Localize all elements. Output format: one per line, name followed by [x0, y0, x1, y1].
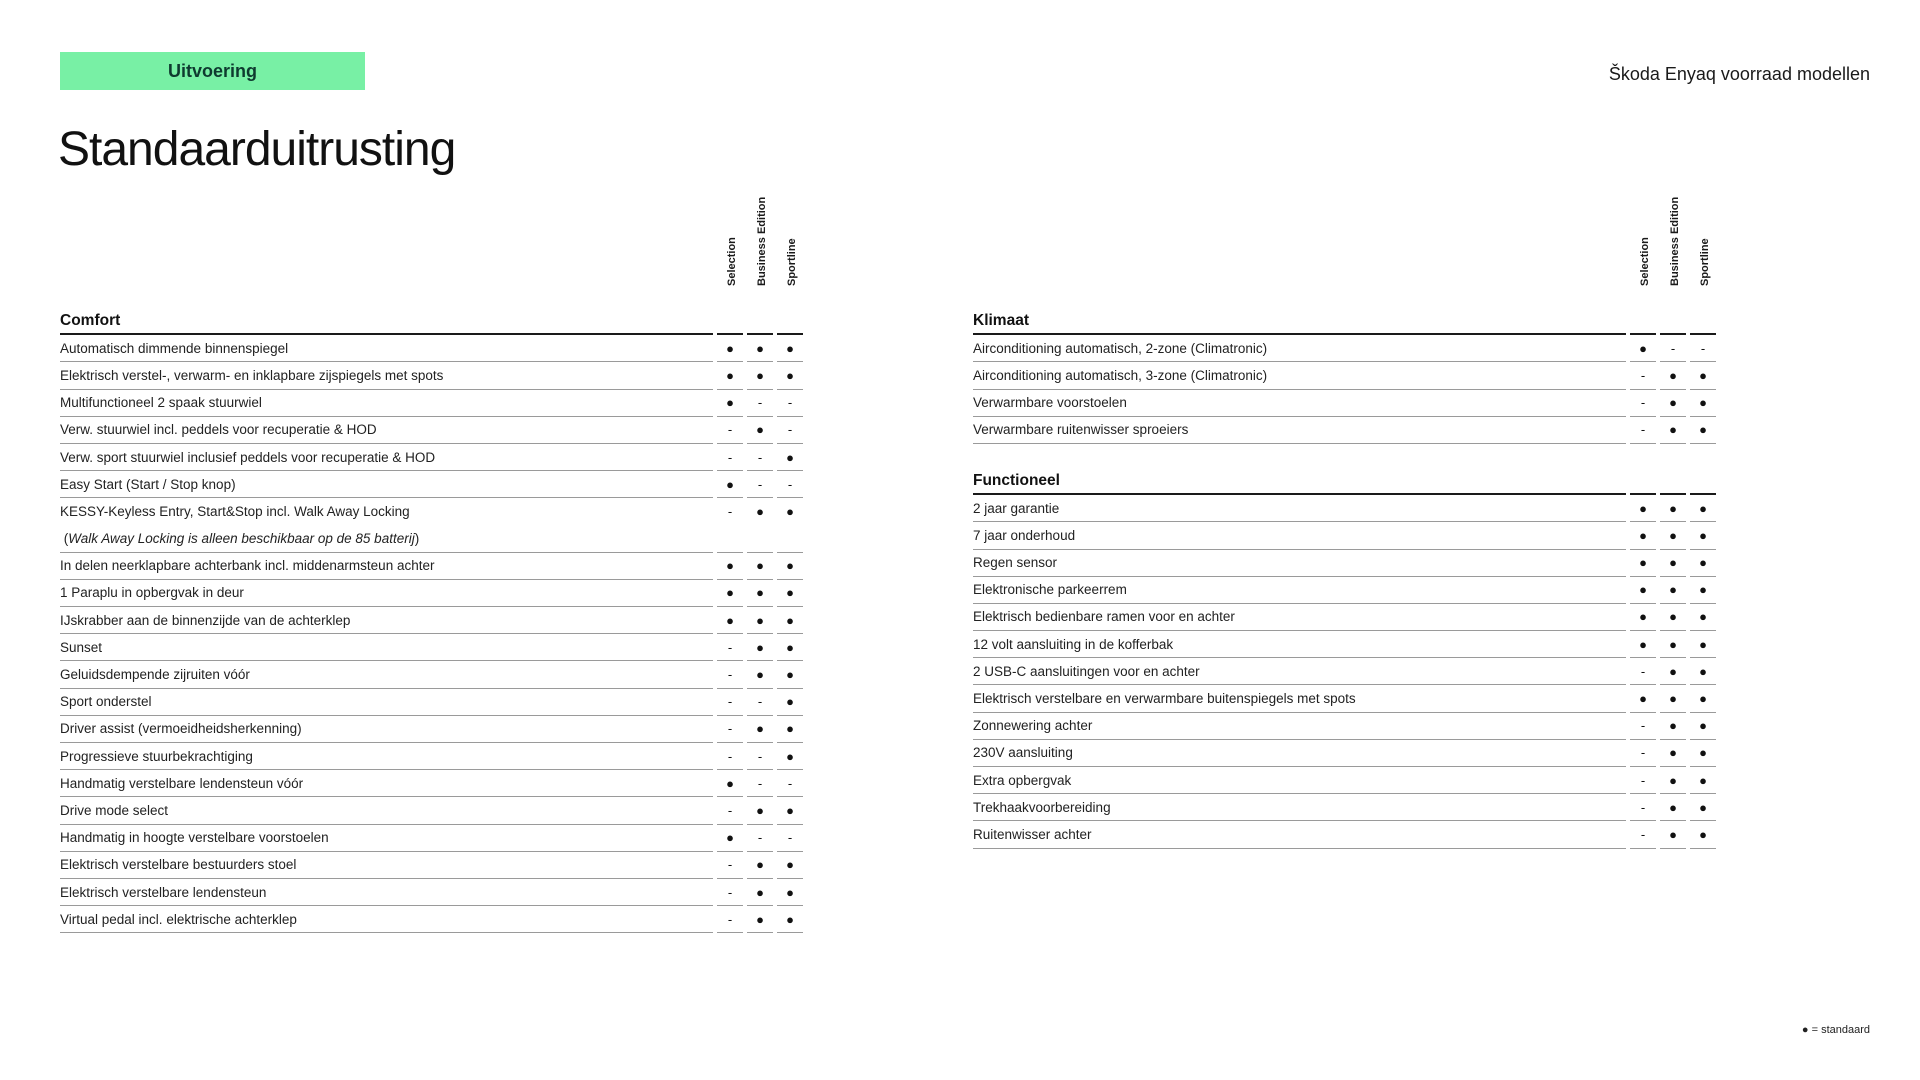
section-title: Functioneel [973, 468, 1626, 495]
availability-cell: ● [1630, 631, 1656, 658]
table-row [973, 767, 1716, 794]
feature-label: Regen sensor [973, 550, 1626, 577]
feature-label: 2 USB-C aansluitingen voor en achter [973, 658, 1626, 685]
table-row [973, 522, 1716, 549]
availability-cell: ● [1660, 658, 1686, 685]
feature-label: Handmatig verstelbare lendensteun vóór [60, 770, 713, 797]
availability-cell: ● [1660, 740, 1686, 767]
feature-label: Sport onderstel [60, 689, 713, 716]
availability-cell: ● [1660, 577, 1686, 604]
feature-label: Elektrisch bedienbare ramen voor en achter [973, 604, 1626, 631]
availability-cell: - [747, 825, 773, 852]
availability-cell: ● [1690, 522, 1716, 549]
column-header-label: Business Edition [756, 196, 768, 286]
column-header [717, 200, 747, 298]
availability-cell: ● [717, 471, 743, 498]
availability-cell: - [1630, 417, 1656, 444]
table-row [60, 526, 803, 553]
column-header-label: Business Edition [1669, 196, 1681, 286]
table-row [973, 631, 1716, 658]
table-row [60, 417, 803, 444]
availability-cell: ● [1660, 604, 1686, 631]
availability-cell: - [717, 743, 743, 770]
availability-cell: ● [777, 879, 803, 906]
feature-label: Elektrisch verstelbare en verwarmbare buitenspiegels met spots [973, 685, 1626, 712]
table-row [60, 580, 803, 607]
feature-label: 12 volt aansluiting in de kofferbak [973, 631, 1626, 658]
availability-cell: ● [1690, 417, 1716, 444]
availability-cell: ● [777, 335, 803, 362]
availability-cell: - [1630, 794, 1656, 821]
feature-label: Verw. stuurwiel incl. peddels voor recuperatie & HOD [60, 417, 713, 444]
availability-cell: ● [1690, 550, 1716, 577]
table-row [973, 821, 1716, 848]
column-header-label: Selection [726, 237, 738, 286]
availability-cell: ● [1660, 417, 1686, 444]
header-rule [717, 308, 743, 335]
feature-label: Verwarmbare ruitenwisser sproeiers [973, 417, 1626, 444]
availability-cell: - [747, 770, 773, 797]
table-row [973, 390, 1716, 417]
table-row [973, 362, 1716, 389]
availability-cell: ● [777, 362, 803, 389]
availability-cell: - [717, 797, 743, 824]
availability-cell: ● [777, 607, 803, 634]
availability-cell: - [1630, 740, 1656, 767]
feature-label: Extra opbergvak [973, 767, 1626, 794]
availability-cell: ● [747, 580, 773, 607]
availability-cell: ● [1630, 550, 1656, 577]
column-header-label: Sportline [786, 238, 798, 286]
feature-label: Progressieve stuurbekrachtiging [60, 743, 713, 770]
availability-cell: ● [717, 390, 743, 417]
availability-cell: - [717, 444, 743, 471]
table-row [60, 661, 803, 688]
availability-cell [777, 526, 803, 553]
availability-cell: - [777, 770, 803, 797]
header-rule [1690, 308, 1716, 335]
availability-cell: ● [1660, 685, 1686, 712]
feature-label: Elektrisch verstelbare lendensteun [60, 879, 713, 906]
availability-cell: ● [1690, 685, 1716, 712]
feature-label: Airconditioning automatisch, 3-zone (Climatronic) [973, 362, 1626, 389]
section-title: Comfort [60, 308, 713, 335]
availability-cell: ● [717, 553, 743, 580]
availability-cell: - [777, 417, 803, 444]
availability-cell: - [747, 444, 773, 471]
table-row [973, 417, 1716, 444]
table-row [60, 362, 803, 389]
availability-cell: ● [747, 797, 773, 824]
availability-cell: - [1630, 821, 1656, 848]
column-header [1630, 200, 1660, 298]
availability-cell: ● [777, 716, 803, 743]
availability-cell: ● [1690, 604, 1716, 631]
equipment-section [973, 308, 1716, 444]
availability-cell: - [717, 661, 743, 688]
table-row [973, 794, 1716, 821]
feature-label: Zonnewering achter [973, 713, 1626, 740]
availability-cell: ● [1690, 658, 1716, 685]
table-row [973, 495, 1716, 522]
availability-cell: ● [777, 444, 803, 471]
feature-label: Verwarmbare voorstoelen [973, 390, 1626, 417]
availability-cell: ● [1630, 335, 1656, 362]
availability-cell: ● [1660, 522, 1686, 549]
column-header [1690, 200, 1720, 298]
availability-cell: - [1660, 335, 1686, 362]
availability-cell: ● [747, 906, 773, 933]
availability-cell: ● [1690, 495, 1716, 522]
availability-cell: ● [1630, 495, 1656, 522]
feature-label: Virtual pedal incl. elektrische achterklep [60, 906, 713, 933]
equipment-section [60, 308, 803, 933]
column-headers [973, 196, 1716, 298]
left-equipment-panel [60, 196, 803, 933]
availability-cell: ● [1690, 740, 1716, 767]
table-row [60, 634, 803, 661]
availability-cell: - [1630, 658, 1656, 685]
header-rule [1630, 468, 1656, 495]
availability-cell: - [1630, 767, 1656, 794]
header-rule [1660, 308, 1686, 335]
availability-cell: ● [1630, 685, 1656, 712]
availability-cell: ● [717, 362, 743, 389]
availability-cell: ● [1660, 550, 1686, 577]
section-header [973, 308, 1716, 335]
feature-label: IJskrabber aan de binnenzijde van de achterklep [60, 607, 713, 634]
availability-cell: ● [1690, 631, 1716, 658]
feature-label: 230V aansluiting [973, 740, 1626, 767]
table-row [60, 770, 803, 797]
table-row [60, 444, 803, 471]
column-header [1660, 196, 1690, 298]
section-tag: Uitvoering [60, 52, 365, 90]
feature-note: Walk Away Locking is alleen beschikbaar op de 85 batterij [68, 531, 415, 547]
availability-cell: - [717, 852, 743, 879]
table-row [60, 471, 803, 498]
availability-cell: ● [1660, 794, 1686, 821]
availability-cell: ● [777, 743, 803, 770]
availability-cell: ● [747, 607, 773, 634]
paren-close: ) [414, 531, 420, 547]
availability-cell [717, 526, 743, 553]
table-row [973, 335, 1716, 362]
availability-cell: ● [777, 852, 803, 879]
column-header-label: Selection [1639, 237, 1651, 286]
availability-cell: - [1690, 335, 1716, 362]
feature-label: Verw. sport stuurwiel inclusief peddels voor recuperatie & HOD [60, 444, 713, 471]
table-row [60, 743, 803, 770]
availability-cell: ● [777, 689, 803, 716]
table-row [60, 607, 803, 634]
feature-label: KESSY-Keyless Entry, Start&Stop incl. Walk Away Locking [60, 504, 410, 520]
availability-cell: - [777, 390, 803, 417]
availability-cell: - [747, 471, 773, 498]
feature-label: Airconditioning automatisch, 2-zone (Climatronic) [973, 335, 1626, 362]
availability-cell: ● [786, 504, 794, 520]
availability-cell: ● [1660, 362, 1686, 389]
availability-cell: ● [747, 879, 773, 906]
availability-cell: ● [747, 335, 773, 362]
availability-cell: ● [1690, 390, 1716, 417]
availability-cell: ● [717, 825, 743, 852]
availability-cell: - [1630, 390, 1656, 417]
availability-cell: ● [777, 906, 803, 933]
feature-label: Elektrisch verstel-, verwarm- en inklapbare zijspiegels met spots [60, 362, 713, 389]
availability-cell: ● [1660, 713, 1686, 740]
table-row [60, 852, 803, 879]
availability-cell: ● [1690, 713, 1716, 740]
availability-cell: ● [1630, 522, 1656, 549]
availability-cell: - [717, 417, 743, 444]
table-row [60, 906, 803, 933]
table-row [60, 390, 803, 417]
availability-cell: - [1630, 713, 1656, 740]
availability-cell: ● [717, 607, 743, 634]
feature-label: Drive mode select [60, 797, 713, 824]
column-header-label: Sportline [1699, 238, 1711, 286]
availability-cell: ● [717, 580, 743, 607]
feature-label: 2 jaar garantie [973, 495, 1626, 522]
feature-label: Driver assist (vermoeidheidsherkenning) [60, 716, 713, 743]
table-row [973, 740, 1716, 767]
table-row [60, 797, 803, 824]
feature-label: In delen neerklapbare achterbank incl. middenarmsteun achter [60, 553, 713, 580]
page-title: Standaarduitrusting [58, 123, 456, 176]
availability-cell: - [727, 504, 733, 520]
feature-label: Multifunctioneel 2 spaak stuurwiel [60, 390, 713, 417]
feature-label: 1 Paraplu in opbergvak in deur [60, 580, 713, 607]
availability-cell: - [1630, 362, 1656, 389]
document-label: Škoda Enyaq voorraad modellen [1608, 64, 1870, 84]
availability-cell: ● [717, 335, 743, 362]
table-row [60, 689, 803, 716]
availability-cell: - [777, 825, 803, 852]
availability-cell [747, 526, 773, 553]
header-rule [777, 308, 803, 335]
legend: ● = standaard [1801, 1024, 1870, 1036]
column-header [777, 200, 807, 298]
table-row [60, 498, 803, 525]
feature-label: Elektronische parkeerrem [973, 577, 1626, 604]
feature-label: Sunset [60, 634, 713, 661]
availability-cell: ● [1690, 794, 1716, 821]
availability-cell: ● [777, 580, 803, 607]
availability-cell: ● [777, 553, 803, 580]
availability-cell: - [717, 689, 743, 716]
section-header [973, 468, 1716, 495]
availability-cell: - [717, 634, 743, 661]
feature-label: Trekhaakvoorbereiding [973, 794, 1626, 821]
availability-cell: ● [747, 716, 773, 743]
feature-label: Handmatig in hoogte verstelbare voorstoelen [60, 825, 713, 852]
availability-cell: - [717, 879, 743, 906]
availability-cell: - [717, 906, 743, 933]
paren-open: ( [60, 531, 69, 547]
column-headers [60, 196, 803, 298]
header-rule [1660, 468, 1686, 495]
availability-cell: ● [1660, 495, 1686, 522]
table-row [60, 553, 803, 580]
feature-label: Easy Start (Start / Stop knop) [60, 471, 713, 498]
table-row [60, 335, 803, 362]
availability-cell: ● [1630, 577, 1656, 604]
availability-cell: - [747, 689, 773, 716]
availability-cell: - [747, 390, 773, 417]
table-row [60, 879, 803, 906]
availability-cell: ● [747, 634, 773, 661]
availability-cell: ● [1690, 821, 1716, 848]
availability-cell: ● [747, 852, 773, 879]
section-header [60, 308, 803, 335]
availability-cell: ● [747, 417, 773, 444]
table-row [60, 716, 803, 743]
feature-label [60, 526, 713, 553]
feature-label: Ruitenwisser achter [973, 821, 1626, 848]
availability-cell: ● [777, 797, 803, 824]
feature-label: 7 jaar onderhoud [973, 522, 1626, 549]
feature-label: Geluidsdempende zijruiten vóór [60, 661, 713, 688]
table-row [60, 825, 803, 852]
availability-cell: ● [756, 504, 764, 520]
table-row [973, 604, 1716, 631]
header-rule [1690, 468, 1716, 495]
availability-cell: ● [747, 661, 773, 688]
feature-label: Elektrisch verstelbare bestuurders stoel [60, 852, 713, 879]
table-row [973, 658, 1716, 685]
availability-cell: ● [1660, 390, 1686, 417]
availability-cell: ● [1660, 821, 1686, 848]
availability-cell: ● [777, 661, 803, 688]
section-title: Klimaat [973, 308, 1626, 335]
availability-cell: ● [747, 553, 773, 580]
availability-cell: ● [1690, 362, 1716, 389]
availability-cell: ● [717, 770, 743, 797]
availability-cell: ● [1630, 604, 1656, 631]
header-rule [1630, 308, 1656, 335]
availability-cell: ● [777, 634, 803, 661]
table-row [973, 713, 1716, 740]
header-rule [747, 308, 773, 335]
table-row [973, 577, 1716, 604]
availability-cell: ● [1690, 767, 1716, 794]
feature-label: Automatisch dimmende binnenspiegel [60, 335, 713, 362]
equipment-section [973, 468, 1716, 849]
table-row [973, 685, 1716, 712]
availability-cell: ● [1660, 767, 1686, 794]
availability-cell: ● [1690, 577, 1716, 604]
right-equipment-panel [973, 196, 1716, 849]
availability-cell: - [777, 471, 803, 498]
availability-cell: - [717, 716, 743, 743]
availability-cell: - [747, 743, 773, 770]
availability-cell: ● [1660, 631, 1686, 658]
table-row [973, 550, 1716, 577]
column-header [747, 196, 777, 298]
availability-cell: ● [747, 362, 773, 389]
